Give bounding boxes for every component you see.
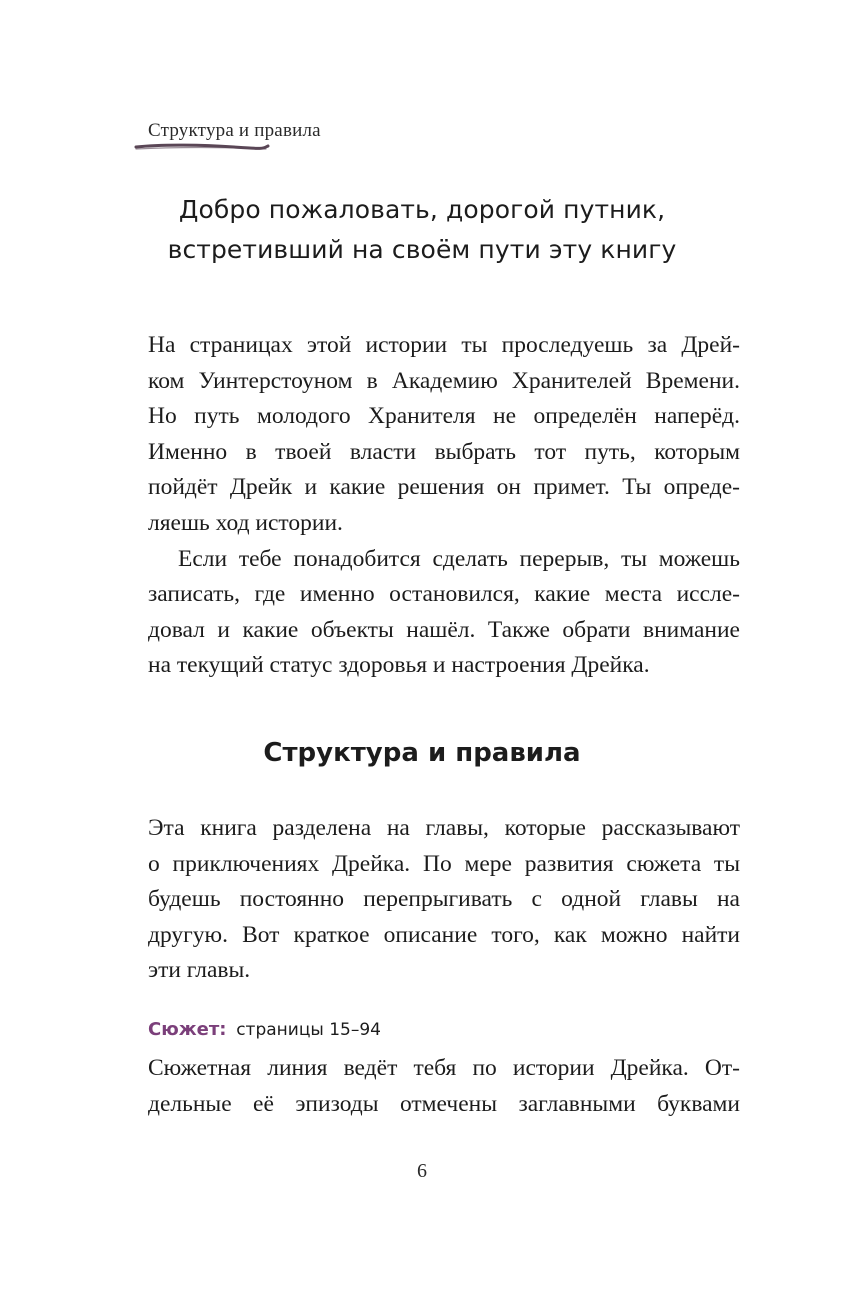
text-line: эти главы.: [148, 957, 251, 984]
page-number: 6: [417, 1160, 427, 1182]
text-line: Но путь молодого Хранителя не определён наперёд.: [148, 403, 740, 430]
text-line: Сюжетная линия ведёт тебя по истории Дрейка. От-: [148, 1055, 740, 1081]
text-line: дельные её эпизоды отмечены заглавными буквами: [148, 1090, 740, 1117]
header-underline-decoration: [134, 141, 270, 153]
text-line: ляешь ход истории.: [148, 509, 343, 536]
text-line: Именно в твоей власти выбрать тот путь, которым: [148, 438, 740, 465]
text-line: довал и какие объекты нашёл. Также обрати внимание: [148, 616, 740, 643]
text-line: записать, где именно остановился, какие места иссле-: [148, 581, 740, 608]
welcome-title-line: Добро пожаловать, дорогой путник,: [178, 195, 666, 224]
text-line: Если тебе понадобится сделать перерыв, ты можешь: [178, 545, 740, 572]
text-line: будешь постоянно перепрыгивать с одной главы на: [148, 886, 740, 913]
plot-paragraph: [148, 1051, 740, 1122]
plot-page-range: страницы 15–94: [236, 1020, 381, 1040]
text-line: другую. Вот краткое описание того, как можно найти: [148, 921, 740, 948]
text-line: пойдёт Дрейк и какие решения он примет. Ты опреде-: [148, 474, 740, 501]
welcome-title-line: встретивший на своём пути эту книгу: [167, 235, 677, 264]
intro-paragraphs: [148, 328, 740, 684]
running-header: Структура и правила: [148, 120, 321, 141]
plot-label: Сюжет:: [148, 1019, 227, 1040]
text-line: Эта книга разделена на главы, которые рассказывают: [148, 815, 740, 841]
plot-subheading: [148, 1019, 381, 1040]
welcome-title: [100, 190, 744, 270]
structure-paragraph: [148, 811, 740, 989]
text-line: ком Уинтерстоуном в Академию Хранителей Времени.: [148, 367, 740, 394]
text-line: На страницах этой истории ты проследуешь за Дрей-: [148, 332, 740, 358]
text-line: о приключениях Дрейка. По мере развития сюжета ты: [148, 850, 740, 877]
section-heading: Структура и правила: [263, 738, 581, 768]
text-line: на текущий статус здоровья и настроения Дрейка.: [148, 652, 650, 679]
